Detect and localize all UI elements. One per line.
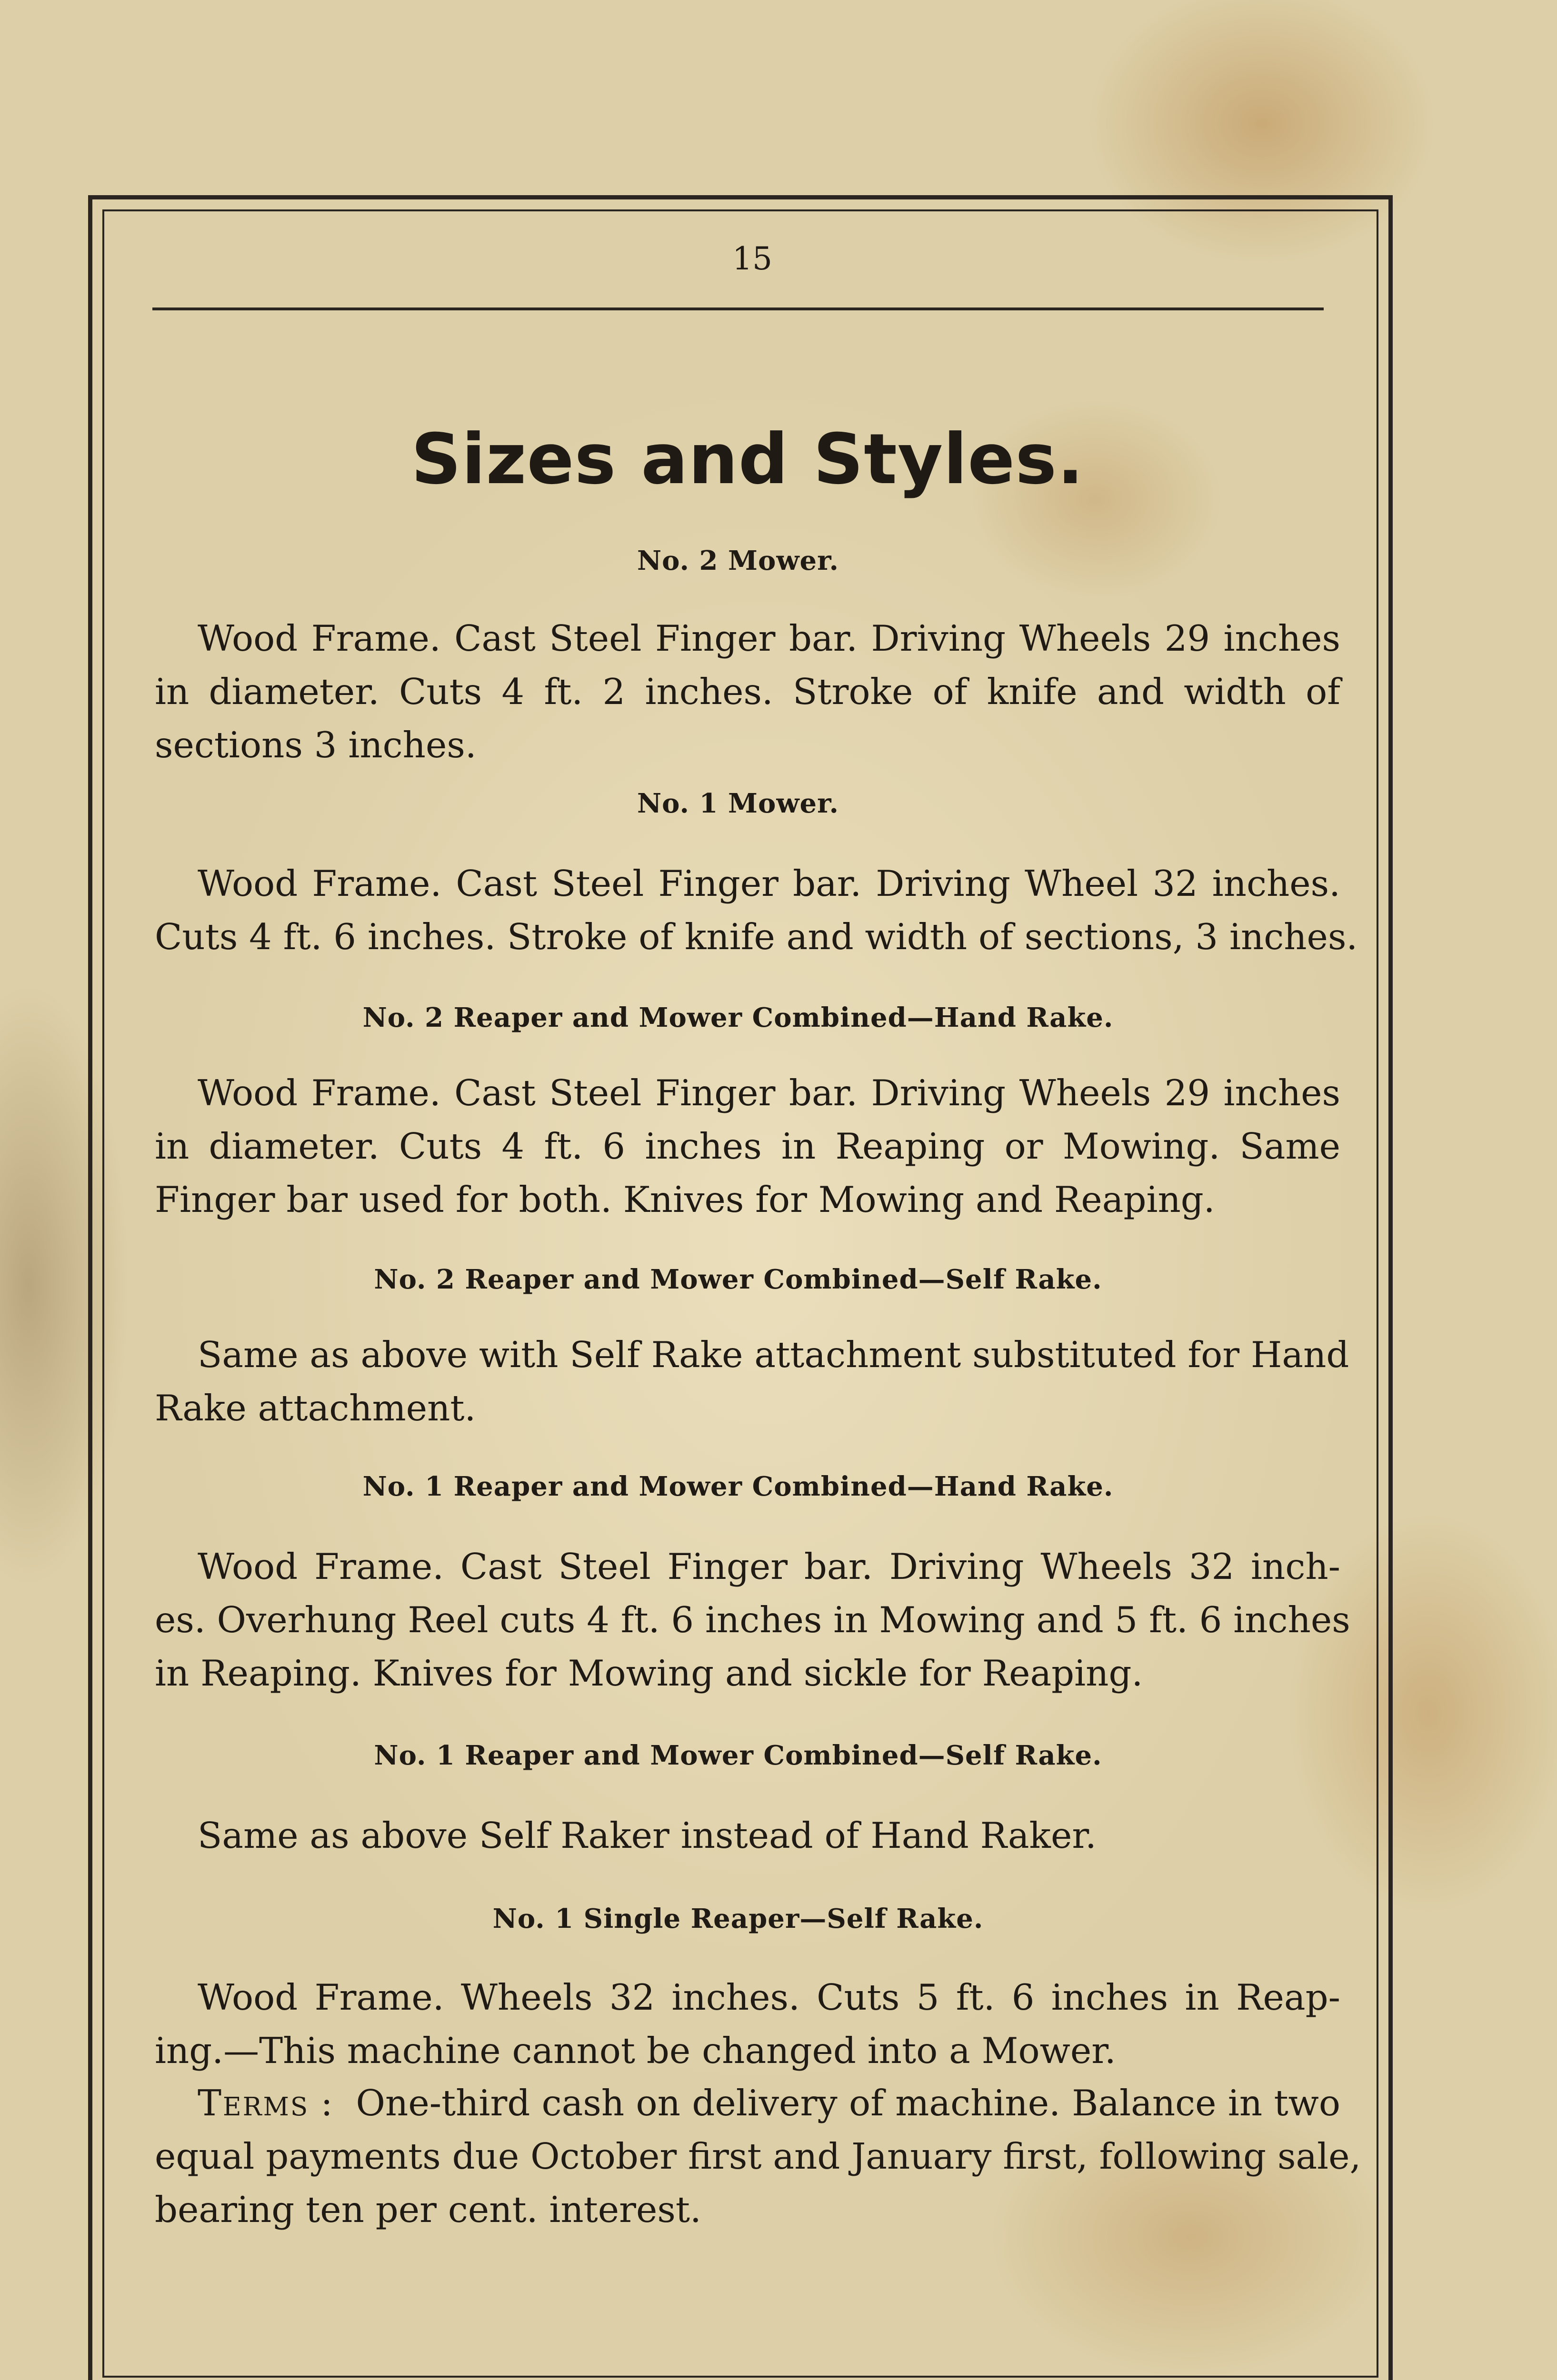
paragraph-line: sections 3 inches. bbox=[155, 724, 477, 766]
section-heading: No. 2 Reaper and Mower Combined—Hand Rake. bbox=[362, 1002, 1114, 1033]
section-paragraph bbox=[155, 612, 1340, 772]
terms-label: Terms bbox=[198, 2082, 309, 2124]
paragraph-line: Wood Frame. Cast Steel Finger bar. Driving Wheels 29 inches bbox=[198, 617, 1340, 659]
page-title: Sizes and Styles. bbox=[411, 419, 1084, 500]
paragraph-line: Wood Frame. Cast Steel Finger bar. Driving Wheels 32 inch- bbox=[198, 1546, 1340, 1587]
paragraph-line: Same as above with Self Rake attachment substituted for Hand bbox=[198, 1334, 1349, 1376]
section-heading: No. 1 Mower. bbox=[637, 788, 839, 819]
section-heading: No. 2 Reaper and Mower Combined—Self Rake. bbox=[374, 1264, 1102, 1295]
paragraph-line: Cuts 4 ft. 6 inches. Stroke of knife and width of sections, 3 inches. bbox=[155, 916, 1358, 958]
section-heading: No. 1 Reaper and Mower Combined—Hand Rake. bbox=[362, 1471, 1114, 1502]
paragraph-line: in diameter. Cuts 4 ft. 2 inches. Stroke of knife and width of bbox=[155, 671, 1340, 713]
header-rule bbox=[152, 307, 1324, 310]
paragraph-line: Wood Frame. Cast Steel Finger bar. Driving Wheel 32 inches. bbox=[198, 863, 1340, 904]
paragraph-line: ing.—This machine cannot be changed into a Mower. bbox=[155, 2030, 1116, 2072]
section-paragraph bbox=[155, 1540, 1350, 1700]
section-paragraph bbox=[155, 1328, 1349, 1435]
paragraph-line: Same as above Self Raker instead of Hand Raker. bbox=[198, 1815, 1097, 1856]
section-paragraph bbox=[155, 1809, 1340, 1862]
paragraph-line: Wood Frame. Wheels 32 inches. Cuts 5 ft. 6 inches in Reap- bbox=[198, 1976, 1340, 2018]
section-paragraph bbox=[155, 1066, 1340, 1226]
terms-paragraph bbox=[155, 2076, 1361, 2236]
terms-text: One-third cash on delivery of machine. Balance in two bbox=[356, 2082, 1341, 2124]
paragraph-line: in Reaping. Knives for Mowing and sickle for Reaping. bbox=[155, 1652, 1143, 1694]
terms-line bbox=[155, 2076, 1340, 2130]
terms-line: bearing ten per cent. interest. bbox=[155, 2189, 701, 2231]
section-paragraph bbox=[155, 857, 1358, 963]
section-paragraph bbox=[155, 1971, 1340, 2077]
page-number: 15 bbox=[732, 240, 772, 277]
terms-line: equal payments due October first and January first, following sale, bbox=[155, 2135, 1361, 2177]
paragraph-line: Rake attachment. bbox=[155, 1387, 476, 1429]
paragraph-line: es. Overhung Reel cuts 4 ft. 6 inches in Mowing and 5 ft. 6 inches bbox=[155, 1599, 1350, 1641]
terms-separator: : bbox=[309, 2082, 333, 2124]
paragraph-line: Finger bar used for both. Knives for Mowing and Reaping. bbox=[155, 1179, 1215, 1220]
section-heading: No. 1 Single Reaper—Self Rake. bbox=[492, 1903, 984, 1934]
section-heading: No. 1 Reaper and Mower Combined—Self Rake. bbox=[374, 1740, 1102, 1771]
section-heading: No. 2 Mower. bbox=[637, 545, 839, 576]
paragraph-line: in diameter. Cuts 4 ft. 6 inches in Reaping or Mowing. Same bbox=[155, 1125, 1340, 1167]
paragraph-line: Wood Frame. Cast Steel Finger bar. Driving Wheels 29 inches bbox=[198, 1072, 1340, 1114]
